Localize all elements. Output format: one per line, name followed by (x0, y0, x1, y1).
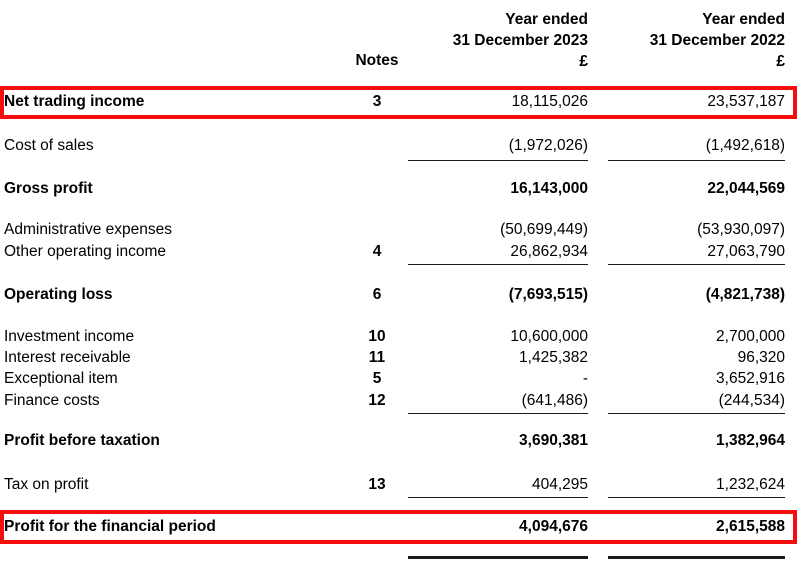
row-label-gross-profit: Gross profit (4, 180, 93, 197)
row-label-interest-receivable: Interest receivable (4, 349, 131, 366)
closing-rule-2022 (608, 556, 785, 559)
row-note-tax-on-profit: 13 (368, 476, 386, 493)
row-2023-gross-profit: 16,143,000 (510, 180, 588, 197)
row-2022-tax-on-profit: 1,232,624 (716, 476, 785, 493)
row-2022-other-operating-income: 27,063,790 (707, 243, 785, 260)
row-label-profit-before-taxation: Profit before taxation (4, 432, 160, 449)
row-2022-exceptional-item: 3,652,916 (716, 370, 785, 387)
row-label-profit-for-the-financial-period: Profit for the financial period (4, 518, 216, 535)
col-2022-currency-symbol: £ (776, 53, 785, 70)
row-2023-cost-of-sales: (1,972,026) (508, 137, 588, 154)
row-2022-finance-costs: (244,534) (718, 392, 785, 409)
row-2023-profit-before-taxation: 3,690,381 (519, 432, 588, 449)
subtotal-rule-2022-profit-before-taxation (608, 413, 785, 414)
row-2023-profit-for-the-financial-period: 4,094,676 (519, 518, 588, 535)
row-2023-net-trading-income: 18,115,026 (511, 93, 588, 110)
row-label-tax-on-profit: Tax on profit (4, 476, 89, 493)
row-2022-net-trading-income: 23,537,187 (707, 93, 785, 110)
row-2023-operating-loss: (7,693,515) (508, 286, 588, 303)
row-2022-gross-profit: 22,044,569 (707, 180, 785, 197)
subtotal-rule-2022-profit-for-period (608, 497, 785, 498)
row-2023-tax-on-profit: 404,295 (531, 476, 588, 493)
row-label-cost-of-sales: Cost of sales (4, 137, 94, 154)
row-note-investment-income: 10 (368, 328, 386, 345)
subtotal-rule-2022-gross-profit (608, 160, 785, 161)
subtotal-rule-2023-profit-for-period (408, 497, 588, 498)
subtotal-rule-2023-operating-loss (408, 264, 588, 265)
row-2023-other-operating-income: 26,862,934 (510, 243, 588, 260)
col-2022-header-line2: 31 December 2022 (649, 32, 785, 49)
col-2023-currency-symbol: £ (579, 53, 588, 70)
row-label-other-operating-income: Other operating income (4, 243, 166, 260)
row-label-operating-loss: Operating loss (4, 286, 113, 303)
subtotal-rule-2023-gross-profit (408, 160, 588, 161)
row-2023-exceptional-item: - (582, 370, 588, 387)
row-note-interest-receivable: 11 (368, 349, 386, 366)
subtotal-rule-2022-operating-loss (608, 264, 785, 265)
row-note-finance-costs: 12 (368, 392, 386, 409)
row-2023-finance-costs: (641,486) (521, 392, 588, 409)
row-label-finance-costs: Finance costs (4, 392, 100, 409)
row-label-administrative-expenses: Administrative expenses (4, 221, 172, 238)
row-2022-profit-before-taxation: 1,382,964 (716, 432, 785, 449)
row-label-net-trading-income: Net trading income (4, 93, 145, 110)
subtotal-rule-2023-profit-before-taxation (408, 413, 588, 414)
row-note-net-trading-income: 3 (372, 93, 382, 110)
row-2023-investment-income: 10,600,000 (510, 328, 588, 345)
row-2022-profit-for-the-financial-period: 2,615,588 (716, 518, 785, 535)
row-note-other-operating-income: 4 (372, 243, 382, 260)
row-2022-interest-receivable: 96,320 (737, 349, 785, 366)
col-2023-header-line1: Year ended (505, 11, 588, 28)
col-2022-header-line1: Year ended (702, 11, 785, 28)
col-2023-header-line2: 31 December 2023 (452, 32, 588, 49)
row-note-exceptional-item: 5 (372, 370, 382, 387)
row-2023-administrative-expenses: (50,699,449) (500, 221, 588, 238)
row-note-operating-loss: 6 (372, 286, 382, 303)
row-2023-interest-receivable: 1,425,382 (519, 349, 588, 366)
row-2022-cost-of-sales: (1,492,618) (705, 137, 785, 154)
row-2022-operating-loss: (4,821,738) (705, 286, 785, 303)
row-2022-administrative-expenses: (53,930,097) (697, 221, 785, 238)
row-label-exceptional-item: Exceptional item (4, 370, 118, 387)
closing-rule-2023 (408, 556, 588, 559)
row-2022-investment-income: 2,700,000 (716, 328, 785, 345)
row-label-investment-income: Investment income (4, 328, 135, 345)
notes-column-header: Notes (355, 52, 399, 69)
